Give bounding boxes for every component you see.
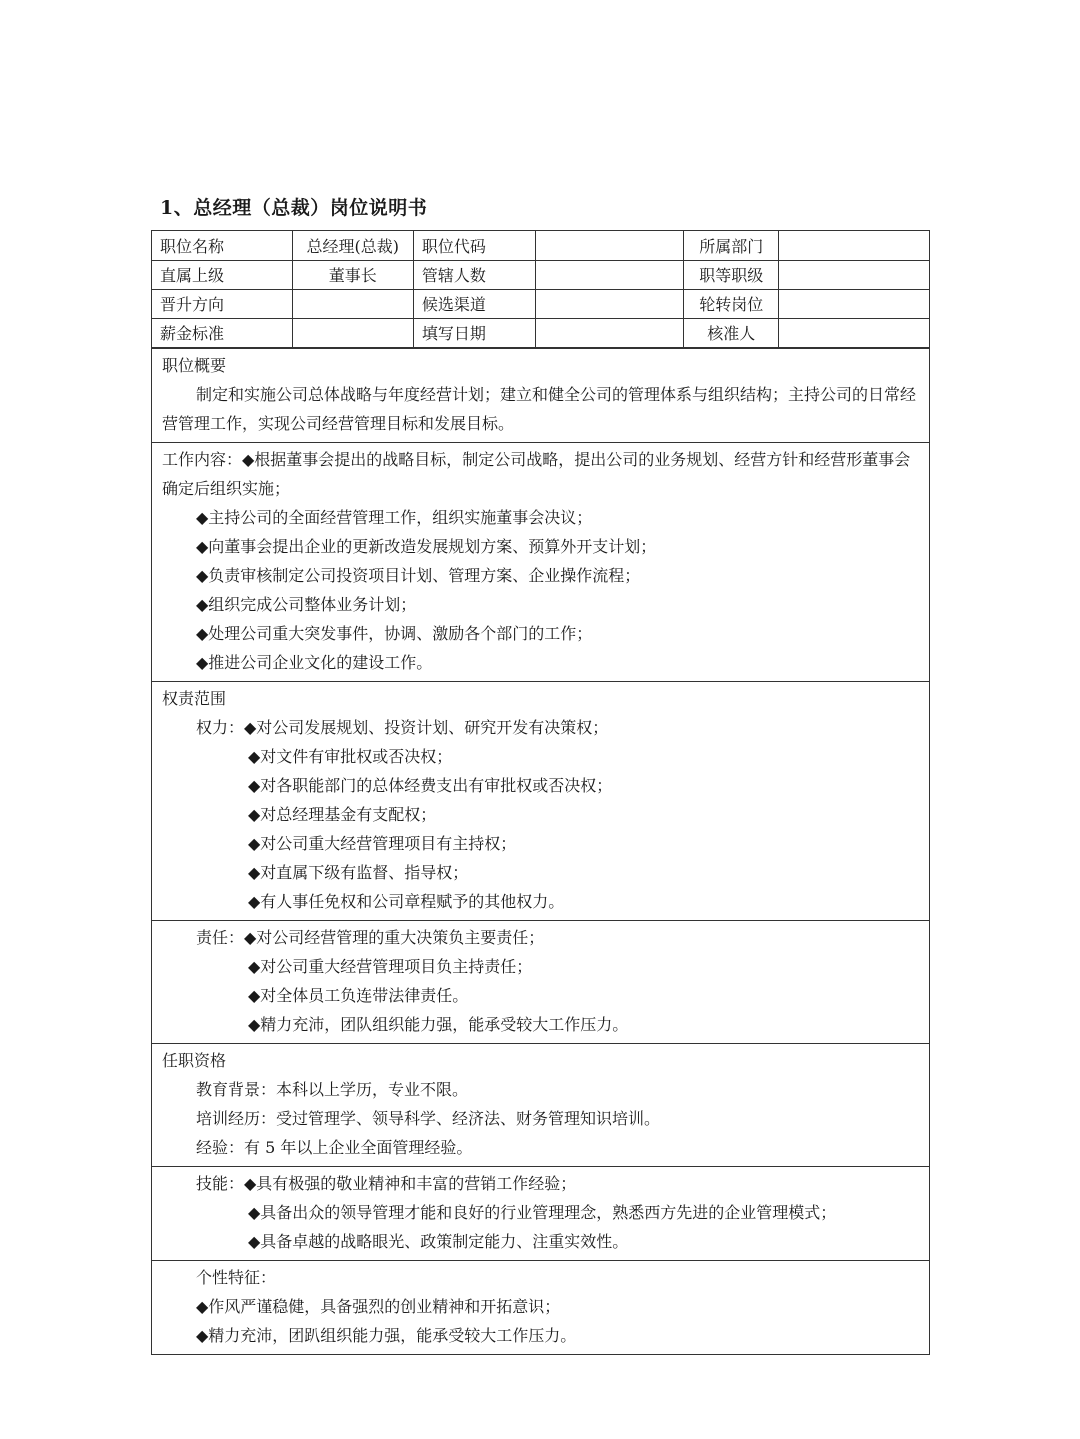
qualification-section (152, 1043, 929, 1166)
summary-text: 制定和实施公司总体战略与年度经营计划；建立和健全公司的管理体系与组织结构；主持公司的日常经营管理工作，实现公司经营管理目标和发展目标。 (162, 384, 917, 433)
value-cell: 总经理(总裁) (292, 231, 413, 260)
label-cell: 核准人 (684, 318, 779, 347)
skills-section (152, 1166, 929, 1260)
list-item: ◆对各职能部门的总体经费支出有审批权或否决权； (248, 775, 613, 795)
duty-section (152, 920, 929, 1043)
value-cell (535, 260, 683, 289)
label-cell: 晋升方向 (152, 289, 292, 318)
list-item: 经验：有 5 年以上企业全面管理经验。 (196, 1137, 473, 1157)
list-item: ◆具备出众的领导管理才能和良好的行业管理理念，熟悉西方先进的企业管理模式； (248, 1202, 837, 1222)
value-cell (292, 289, 413, 318)
summary-section (152, 348, 929, 442)
label-cell: 所属部门 (684, 231, 779, 260)
list-item: ◆负责审核制定公司投资项目计划、管理方案、企业操作流程； (196, 565, 641, 585)
section-heading: 权责范围 (162, 688, 227, 708)
list-item: ◆主持公司的全面经营管理工作，组织实施董事会决议； (196, 507, 593, 527)
value-cell (292, 318, 413, 347)
list-item: ◆对总经理基金有支配权； (248, 804, 437, 824)
value-cell (779, 318, 929, 347)
authority-section (152, 681, 929, 920)
section-heading: 个性特征： (196, 1267, 277, 1287)
list-item: ◆精力充沛，团队组织能力强，能承受较大工作压力。 (248, 1014, 629, 1034)
skills-first-item: 技能：◆具有极强的敬业精神和丰富的营销工作经验； (196, 1173, 577, 1193)
list-item: ◆对直属下级有监督、指导权； (248, 862, 469, 882)
job-description-table (151, 230, 930, 1355)
value-cell (535, 231, 683, 260)
label-cell: 职等职级 (684, 260, 779, 289)
section-heading: 职位概要 (162, 355, 227, 375)
list-item: ◆有人事任免权和公司章程赋予的其他权力。 (248, 891, 565, 911)
label-cell: 填写日期 (413, 318, 535, 347)
list-item: 培训经历：受过管理学、领导科学、经济法、财务管理知识培训。 (196, 1108, 661, 1128)
value-cell (779, 260, 929, 289)
work-section (152, 442, 929, 681)
list-item: ◆精力充沛，团趴组织能力强，能承受较大工作压力。 (196, 1325, 577, 1345)
list-item: ◆对文件有审批权或否决权； (248, 746, 453, 766)
label-cell: 候选渠道 (413, 289, 535, 318)
value-cell: 董事长 (292, 260, 413, 289)
document-title: 1、总经理（总裁）岗位说明书 (160, 197, 428, 219)
list-item: ◆具备卓越的战略眼光、政策制定能力、注重实效性。 (248, 1231, 629, 1251)
list-item: 教育背景：本科以上学历，专业不限。 (196, 1079, 469, 1099)
table-row (152, 231, 929, 260)
label-cell: 轮转岗位 (684, 289, 779, 318)
label-cell: 薪金标准 (152, 318, 292, 347)
authority-first-item: 权力：◆对公司发展规划、投资计划、研究开发有决策权； (196, 717, 609, 737)
table-row (152, 260, 929, 289)
info-grid (152, 231, 929, 348)
list-item: ◆对公司重大经营管理项目负主持责任； (248, 956, 533, 976)
value-cell (779, 231, 929, 260)
label-cell: 直属上级 (152, 260, 292, 289)
list-item: ◆作风严谨稳健，具备强烈的创业精神和开拓意识； (196, 1296, 561, 1316)
personality-section (152, 1260, 929, 1354)
section-heading: 任职资格 (162, 1050, 227, 1070)
list-item: ◆处理公司重大突发事件，协调、激励各个部门的工作； (196, 623, 593, 643)
duty-first-item: 责任：◆对公司经营管理的重大决策负主要责任； (196, 927, 545, 947)
work-first-item: 工作内容：◆根据董事会提出的战略目标，制定公司战略，提出公司的业务规划、经营方针和经营形董事会确定后组织实施； (162, 449, 911, 498)
list-item: ◆对公司重大经营管理项目有主持权； (248, 833, 517, 853)
list-item: ◆组织完成公司整体业务计划； (196, 594, 417, 614)
value-cell (779, 289, 929, 318)
label-cell: 职位名称 (152, 231, 292, 260)
table-row (152, 318, 929, 347)
value-cell (535, 318, 683, 347)
value-cell (535, 289, 683, 318)
label-cell: 职位代码 (413, 231, 535, 260)
list-item: ◆对全体员工负连带法律责任。 (248, 985, 469, 1005)
list-item: ◆向董事会提出企业的更新改造发展规划方案、预算外开支计划； (196, 536, 657, 556)
list-item: ◆推进公司企业文化的建设工作。 (196, 652, 433, 672)
table-row (152, 289, 929, 318)
label-cell: 管辖人数 (413, 260, 535, 289)
